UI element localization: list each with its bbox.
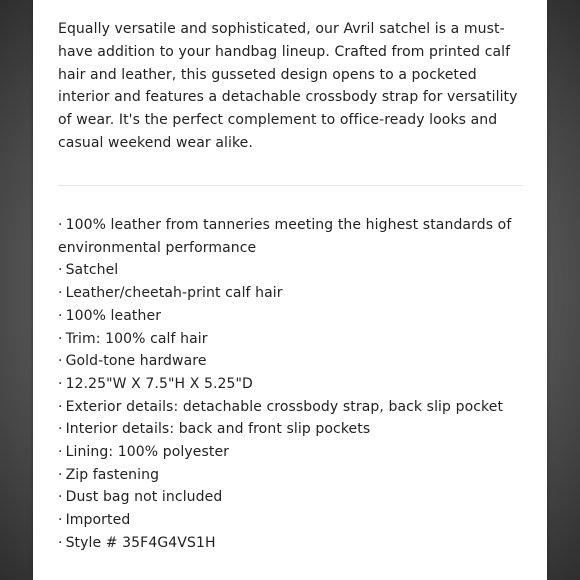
- bullet-glyph: ·: [58, 512, 63, 529]
- feature-item: [58, 214, 528, 259]
- bullet-glyph: ·: [58, 375, 63, 392]
- bullet-glyph: ·: [58, 353, 63, 370]
- feature-text: Dust bag not included: [65, 489, 223, 506]
- feature-text: Interior details: back and front slip pockets: [65, 421, 371, 438]
- feature-item: [58, 259, 528, 282]
- feature-item: [58, 305, 528, 328]
- bullet-glyph: ·: [58, 285, 63, 302]
- feature-item: [58, 350, 528, 373]
- feature-item: [58, 282, 528, 305]
- product-description: Equally versatile and sophisticated, our Avril satchel is a must-have addition to your handbag lineup. Crafted from printed calf hair and leather, this gusseted design opens to a pocketed interior and features a detachable crossbody strap for versatility of wear. It's the perfect complement to office-ready looks and casual weekend wear alike.: [58, 21, 518, 151]
- bullet-glyph: ·: [58, 307, 63, 324]
- bullet-glyph: ·: [58, 444, 63, 461]
- feature-text: Lining: 100% polyester: [65, 444, 230, 461]
- section-divider: [58, 185, 523, 186]
- product-details-panel: [33, 0, 547, 580]
- bullet-glyph: ·: [58, 534, 63, 551]
- feature-text: 100% leather from tanneries meeting the highest standards of environmental performance: [58, 217, 512, 256]
- bullet-glyph: ·: [58, 330, 63, 347]
- feature-text: Satchel: [65, 262, 119, 279]
- feature-text: Imported: [65, 512, 131, 529]
- feature-item: [58, 418, 528, 441]
- bullet-glyph: ·: [58, 398, 63, 415]
- product-features-list: [58, 214, 528, 555]
- bullet-glyph: ·: [58, 489, 63, 506]
- bullet-glyph: ·: [58, 466, 63, 483]
- feature-item: [58, 532, 528, 555]
- feature-item: [58, 328, 528, 351]
- feature-item: [58, 373, 528, 396]
- feature-text: Zip fastening: [65, 466, 160, 483]
- feature-text: Trim: 100% calf hair: [65, 330, 208, 347]
- feature-text: Style # 35F4G4VS1H: [65, 534, 216, 551]
- feature-text: 12.25"W X 7.5"H X 5.25"D: [65, 375, 253, 392]
- bullet-glyph: ·: [58, 217, 63, 233]
- bullet-glyph: ·: [58, 262, 63, 279]
- feature-item: [58, 509, 528, 532]
- feature-item: [58, 464, 528, 487]
- bullet-glyph: ·: [58, 421, 63, 438]
- feature-item: [58, 396, 528, 419]
- feature-text: Gold-tone hardware: [65, 353, 207, 370]
- feature-text: Leather/cheetah-print calf hair: [65, 285, 283, 302]
- feature-text: 100% leather: [65, 307, 162, 324]
- feature-item: [58, 486, 528, 509]
- feature-item: [58, 441, 528, 464]
- feature-text: Exterior details: detachable crossbody strap, back slip pocket: [65, 398, 504, 415]
